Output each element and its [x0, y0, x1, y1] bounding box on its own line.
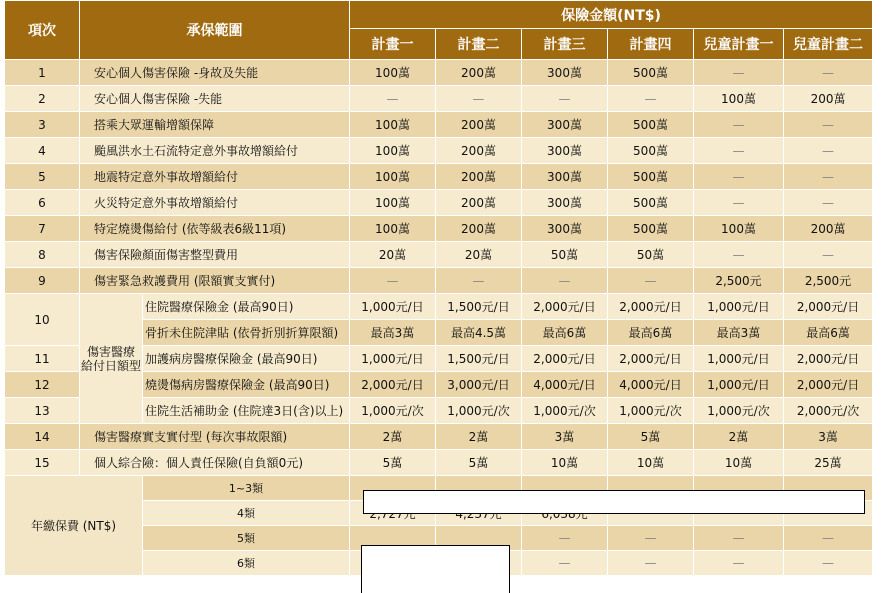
- cell-value: 200萬: [436, 112, 522, 138]
- cell-value: 1,500元/日: [436, 346, 522, 372]
- cell-value: 10萬: [522, 450, 608, 476]
- empty-value: —: [436, 86, 522, 112]
- cell-value: 2萬: [350, 424, 436, 450]
- cell-value: 200萬: [784, 86, 873, 112]
- redacted-box-bottom: [361, 545, 510, 593]
- cell-value: 2,000元/日: [522, 294, 608, 320]
- cell-value: 2,500元: [694, 268, 784, 294]
- cell-value: 1,000元/次: [694, 398, 784, 424]
- cell-value: 1,000元/次: [608, 398, 694, 424]
- cell-value: 最高6萬: [608, 320, 694, 346]
- empty-value: —: [784, 164, 873, 190]
- empty-value: —: [522, 268, 608, 294]
- empty-value: —: [608, 526, 694, 551]
- cell-value: 100萬: [350, 138, 436, 164]
- cell-value: 5萬: [608, 424, 694, 450]
- cell-value: 10萬: [694, 450, 784, 476]
- empty-value: —: [784, 526, 873, 551]
- occupation-class: 1~3類: [143, 476, 350, 501]
- row-number: 15: [5, 450, 80, 476]
- cell-value: 最高6萬: [784, 320, 873, 346]
- empty-value: —: [784, 112, 873, 138]
- col-header-plan: 計畫一: [350, 29, 436, 60]
- cell-value: 5萬: [350, 450, 436, 476]
- cell-value: 2,000元/日: [350, 372, 436, 398]
- cell-value: 2,000元/日: [608, 346, 694, 372]
- cell-value: 50萬: [522, 242, 608, 268]
- row-number: 2: [5, 86, 80, 112]
- cell-value: 500萬: [608, 112, 694, 138]
- coverage-name: 燒燙傷病房醫療保險金 (最高90日): [143, 372, 350, 398]
- table-row: [5, 112, 873, 138]
- cell-value: 500萬: [608, 60, 694, 86]
- empty-value: —: [694, 242, 784, 268]
- cell-value: 100萬: [350, 112, 436, 138]
- col-header-plan: 計畫二: [436, 29, 522, 60]
- empty-value: —: [608, 551, 694, 576]
- cell-value: 4,000元/日: [522, 372, 608, 398]
- redacted-box-top: [363, 490, 865, 514]
- table-row: [5, 216, 873, 242]
- coverage-name: 颱風洪水土石流特定意外事故增額給付: [80, 138, 350, 164]
- row-number: 5: [5, 164, 80, 190]
- empty-value: —: [784, 138, 873, 164]
- coverage-name: 地震特定意外事故增額給付: [80, 164, 350, 190]
- col-header-plan: 計畫三: [522, 29, 608, 60]
- cell-value: 2萬: [694, 424, 784, 450]
- empty-value: —: [608, 86, 694, 112]
- occupation-class: 4類: [143, 501, 350, 526]
- table-row: [5, 424, 873, 450]
- cell-value: 25萬: [784, 450, 873, 476]
- cell-value: 200萬: [436, 164, 522, 190]
- cell-value: 4,000元/日: [608, 372, 694, 398]
- coverage-name: 骨折未住院津貼 (依骨折別折算限額): [143, 320, 350, 346]
- col-header-item: 項次: [5, 1, 80, 60]
- empty-value: —: [694, 190, 784, 216]
- cell-value: 最高3萬: [694, 320, 784, 346]
- cell-value: 10萬: [608, 450, 694, 476]
- empty-value: —: [522, 526, 608, 551]
- row-number: 7: [5, 216, 80, 242]
- table-row: [5, 138, 873, 164]
- table-row: [5, 242, 873, 268]
- cell-value: 1,000元/日: [694, 294, 784, 320]
- cell-value: 500萬: [608, 164, 694, 190]
- cell-value: 1,000元/次: [350, 398, 436, 424]
- cell-value: 300萬: [522, 190, 608, 216]
- cell-value: 300萬: [522, 112, 608, 138]
- empty-value: —: [694, 526, 784, 551]
- cell-value: 100萬: [350, 60, 436, 86]
- cell-value: 200萬: [436, 216, 522, 242]
- coverage-name: 安心個人傷害保險 -失能: [80, 86, 350, 112]
- cell-value: 3萬: [784, 424, 873, 450]
- row-number: 9: [5, 268, 80, 294]
- row-number: 1: [5, 60, 80, 86]
- empty-value: —: [784, 190, 873, 216]
- cell-value: 20萬: [350, 242, 436, 268]
- cell-value: 100萬: [350, 190, 436, 216]
- coverage-name: 搭乘大眾運輸增額保障: [80, 112, 350, 138]
- cell-value: 200萬: [436, 190, 522, 216]
- col-header-plan: 兒童計畫一: [694, 29, 784, 60]
- cell-value: 20萬: [436, 242, 522, 268]
- empty-value: —: [436, 268, 522, 294]
- table-row: [5, 164, 873, 190]
- cell-value: 2,000元/日: [608, 294, 694, 320]
- group-label-line2: 給付日額型: [80, 358, 141, 373]
- cell-value: 100萬: [694, 216, 784, 242]
- cell-value: 1,000元/次: [436, 398, 522, 424]
- col-header-scope: 承保範圍: [80, 1, 350, 60]
- cell-value: 300萬: [522, 60, 608, 86]
- cell-value: 2萬: [436, 424, 522, 450]
- coverage-name: 安心個人傷害保險 -身故及失能: [80, 60, 350, 86]
- empty-value: —: [694, 551, 784, 576]
- empty-value: —: [694, 138, 784, 164]
- cell-value: 300萬: [522, 138, 608, 164]
- coverage-name: 傷害緊急救護費用 (限額實支實付): [80, 268, 350, 294]
- empty-value: —: [694, 112, 784, 138]
- cell-value: 100萬: [694, 86, 784, 112]
- row-number: 6: [5, 190, 80, 216]
- coverage-name: 火災特定意外事故增額給付: [80, 190, 350, 216]
- cell-value: 最高3萬: [350, 320, 436, 346]
- cell-value: 200萬: [784, 216, 873, 242]
- table-row: [5, 268, 873, 294]
- empty-value: —: [350, 268, 436, 294]
- coverage-name: 住院生活補助金 (住院達3日(含)以上): [143, 398, 350, 424]
- row-number: 10: [5, 294, 80, 346]
- coverage-name: 住院醫療保險金 (最高90日): [143, 294, 350, 320]
- col-header-plan: 兒童計畫二: [784, 29, 873, 60]
- cell-value: 1,000元/次: [522, 398, 608, 424]
- coverage-name: 加護病房醫療保險金 (最高90日): [143, 346, 350, 372]
- row-number: 12: [5, 372, 80, 398]
- cell-value: 100萬: [350, 164, 436, 190]
- cell-value: 1,000元/日: [350, 294, 436, 320]
- col-header-amount: 保險金額(NT$): [350, 1, 873, 29]
- empty-value: —: [522, 551, 608, 576]
- row-number: 13: [5, 398, 80, 424]
- cell-value: 2,000元/次: [784, 398, 873, 424]
- cell-value: 1,500元/日: [436, 294, 522, 320]
- cell-value: 50萬: [608, 242, 694, 268]
- row-number: 8: [5, 242, 80, 268]
- empty-value: —: [350, 86, 436, 112]
- cell-value: 1,000元/日: [694, 346, 784, 372]
- cell-value: 3萬: [522, 424, 608, 450]
- cell-value: 300萬: [522, 216, 608, 242]
- cell-value: 最高4.5萬: [436, 320, 522, 346]
- group-label: [80, 294, 143, 424]
- occupation-class: 6類: [143, 551, 350, 576]
- cell-value: 300萬: [522, 164, 608, 190]
- empty-value: —: [522, 86, 608, 112]
- coverage-name: 個人綜合險：個人責任保險(自負額0元): [80, 450, 350, 476]
- table-row: [5, 86, 873, 112]
- cell-value: 2,000元/日: [784, 346, 873, 372]
- cell-value: 1,000元/日: [694, 372, 784, 398]
- empty-value: —: [608, 268, 694, 294]
- table-row: [5, 60, 873, 86]
- group-label-line1: 傷害醫療: [86, 344, 135, 359]
- cell-value: 500萬: [608, 216, 694, 242]
- cell-value: 200萬: [436, 60, 522, 86]
- cell-value: 2,000元/日: [784, 294, 873, 320]
- coverage-name: 傷害保險顏面傷害整型費用: [80, 242, 350, 268]
- empty-value: —: [784, 60, 873, 86]
- table-row: [5, 450, 873, 476]
- cell-value: 2,000元/日: [784, 372, 873, 398]
- cell-value: 500萬: [608, 190, 694, 216]
- cell-value: 2,000元/日: [522, 346, 608, 372]
- cell-value: 最高6萬: [522, 320, 608, 346]
- empty-value: —: [694, 60, 784, 86]
- empty-value: —: [694, 164, 784, 190]
- col-header-plan: 計畫四: [608, 29, 694, 60]
- row-number: 14: [5, 424, 80, 450]
- cell-value: 200萬: [436, 138, 522, 164]
- cell-value: 3,000元/日: [436, 372, 522, 398]
- empty-value: —: [784, 551, 873, 576]
- cell-value: 5萬: [436, 450, 522, 476]
- row-number: 3: [5, 112, 80, 138]
- cell-value: 500萬: [608, 138, 694, 164]
- cell-value: 2,500元: [784, 268, 873, 294]
- table-row: [5, 190, 873, 216]
- occupation-class: 5類: [143, 526, 350, 551]
- cell-value: 1,000元/日: [350, 346, 436, 372]
- cell-value: 100萬: [350, 216, 436, 242]
- row-number: 11: [5, 346, 80, 372]
- table-row: [5, 294, 873, 320]
- row-number: 4: [5, 138, 80, 164]
- premium-label: 年繳保費 (NT$): [5, 476, 143, 576]
- coverage-name: 特定燒燙傷給付 (依等級表6級11項): [80, 216, 350, 242]
- empty-value: —: [784, 242, 873, 268]
- coverage-name: 傷害醫療實支實付型 (每次事故限額): [80, 424, 350, 450]
